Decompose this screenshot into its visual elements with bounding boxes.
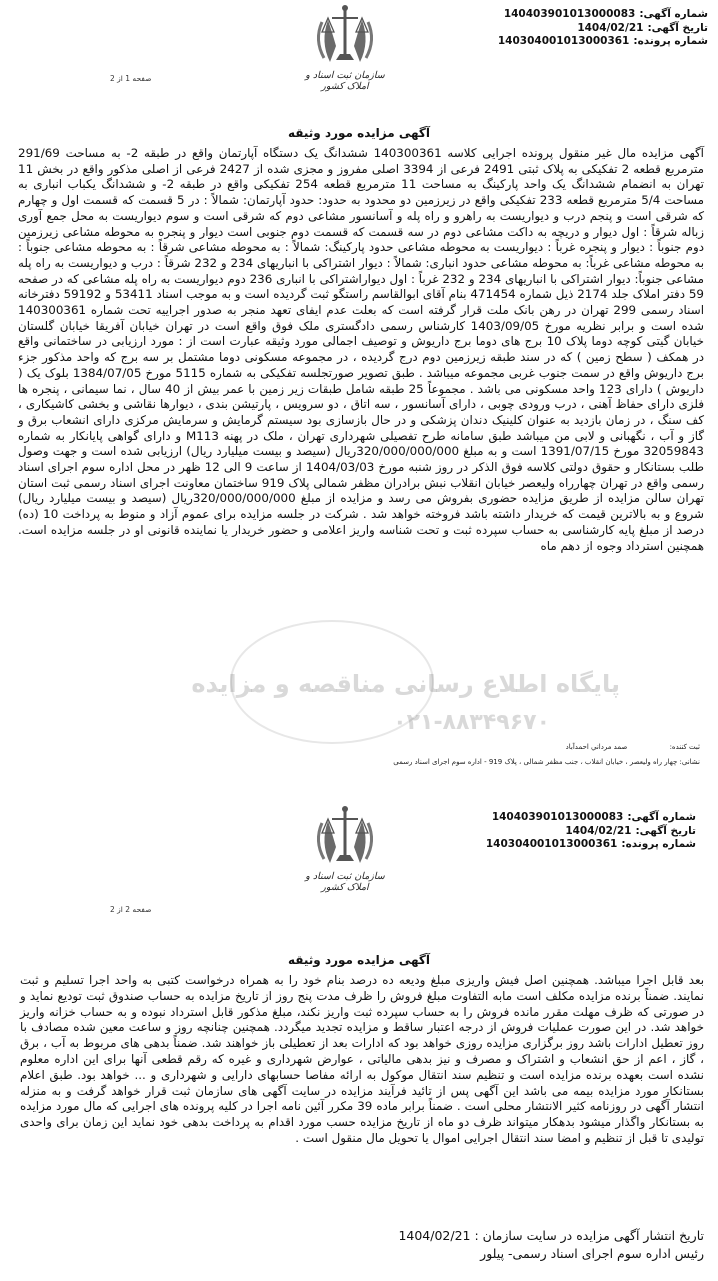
- meta-row-notice-date: [498, 22, 708, 36]
- meta-row-notice-number: [498, 8, 708, 22]
- notice-meta: [498, 8, 708, 49]
- judiciary-emblem: [300, 803, 390, 893]
- notice-date: 1404/02/21: [565, 824, 632, 837]
- organization-name: سازمان ثبت اسناد و املاک کشور: [305, 70, 385, 92]
- meta-label: شماره پرونده:: [621, 838, 696, 850]
- notice-number: 140403901013000083: [503, 8, 636, 20]
- organization-name: سازمان ثبت اسناد و املاک کشور: [305, 871, 385, 893]
- watermark-ring: [230, 620, 434, 744]
- case-number: 140304001013000361: [485, 838, 618, 850]
- meta-row-notice-date: [486, 825, 696, 839]
- registrar: [566, 743, 700, 751]
- notice-title: آگهی مزایده مورد وثیقه: [287, 126, 430, 140]
- meta-label: تاریخ آگهی:: [647, 21, 708, 34]
- footer-signature: رئیس اداره سوم اجرای اسناد رسمی- پیلور: [480, 1246, 704, 1261]
- registrar-label: ثبت کننده:: [669, 743, 700, 751]
- meta-row-case-number: [486, 838, 696, 852]
- notice-meta: [486, 811, 696, 852]
- watermark-phone: ۰۲۱-۸۸۳۴۹۶۷۰: [393, 710, 550, 735]
- notice-title: آگهی مزایده مورد وثیقه: [287, 953, 430, 967]
- publish-info: [398, 1227, 704, 1263]
- meta-label: شماره آگهی:: [639, 8, 708, 20]
- notice-body: بعد قابل اجرا میباشد. همچنین اصل فیش واریزی مبلغ ودیعه ده درصد بنام خود را به همراه درخواست کتبی به واحد اجرا تسلیم و ثبت نمایند. ضمناً برنده مزایده مکلف است مابه التفاوت مبلغ فروش را ظرف مدت پنج روز از تاریخ مزایده به حساب صندوق ثبت تودیع نماید و در صورتی که ظرف مهلت مقرر مانده فروش را به حساب سپرده ثبت واریز نکند، مبلغ مذکور قابل استرداد نبوده و به حساب خزانه واریز خواهد شد. در این صورت عملیات فروش از درجه اعتبار ساقط و مزایده تجدید میگردد. همچنین چنانچه روز و ساعت معین شده مصادف با روز تعطیل ادارات باشد روز برگزاری مزایده روزی خواهد بود که ادارات بعد از تعطیلی باز خواهند شد. ضمناً بدهی های مربوط به آب ، برق ، گاز ، اعم از حق انشعاب و اشتراک و مصرف و نیز بدهی مالیاتی ، عوارض شهرداری و غیره که رقم قطعی آنها برای این اداره معلوم نشده است بعهده برنده مزایده است و تنظیم سند انتقال موکول به ارائه مفاصا حسابهای دارایی و شهرداری و ... خواهد بود. طبق اعلام بستانکار مورد مزایده بیمه می باشد این آگهی پس از تائید فرآیند مزایده در سایت آگهی های سازمان ثبت قرار خواهد گرفت و به منزله انتشار آگهی در روزنامه کثیر الانتشار محلی است . ضمناً برابر ماده 39 مکرر آئین نامه اجرا در کلیه پرونده های اجرایی که مال مورد مزایده به بستانکار واگذار میشود بدهکار میتواند ظرف دو ماه از تاریخ مزایده حسب مورد اقدام به پرداخت بدهی خود نماید این زمان برای واحدی تولیدی تا قبل از تنظیم و امضا سند انتقال اجرایی اموال یا تحویل مال منقول است .: [20, 973, 704, 1145]
- page-number: صفحه 2 از 2: [110, 905, 152, 914]
- case-number: 140304001013000361: [497, 35, 630, 47]
- registrar-name: صمد مرداني احمدآباد: [565, 743, 628, 751]
- scales-of-justice-icon: [300, 2, 390, 72]
- judiciary-emblem: [300, 2, 390, 92]
- meta-label: شماره پرونده:: [633, 35, 708, 47]
- notice-body: آگهی مزایده مال غیر منقول پرونده اجرایی کلاسه 140300361 ششدانگ یک دستگاه آپارتمان واقع در طبقه 2- به مساحت 291/69 مترمربع قطعه 2 تفکیکی به پلاک ثبتی 2491 فرعی از 3394 اصلی مفروز و مجزی شده از 2427 فرعی از اصلی مذکور واقع در بخش 11 تهران به انضمام ششدانگ یک واحد پارکینگ به مساحت 11 مترمربع قطعه 254 تفکیکی واقع در طبقه 2- و ششدانگ یکباب انباری به مساحت 5/4 مترمربع قطعه 233 تفکیکی واقع در زیرزمین دو محدود به حدود: حدود آپارتمان: شمالاً : در 5 قسمت که قسمت اول و چهارم که شرقی است و پنجم درب و دیواریست به راهرو و راه پله و آسانسور مشاعی دوم که شرقی است و سوم دیواریست به محل جمع آوری زباله شرقاً : اول دیوار و دریچه به داکت مشاعی دوم در سه قسمت که قسمت دوم جنوبی است دیوار و پنجره به محوطه مشاعی زیرزمین دوم جنوباً : دیوار و پنجره غرباً : دیواریست به محوطه مشاعی حدود پارکینگ: شمالاً : به محوطه مشاعی شرقاً : به محوطه مشاعی جنوباً : به محوطه مشاعی غرباً: به محوطه مشاعی حدود انباری: شمالاً : دیوار اشتراکی با انباریهای 234 و 232 شرقاً : درب و دیواریست به راه پله مشاعی جنوباً: دیوار اشتراکی با انباریهای 234 و 232 غرباً : اول دیواراشتراکی با انباری 236 دوم دیواریست به راه پله مشاعی که در صفحه 59 دفتر املاک جلد 2174 ذیل شماره 471454 بنام آقای ابوالقاسم راستگو ثبت گردیده است و به موجب اسناد 53411 و 59192 دفترخانه اسناد رسمی 299 تهران در رهن بانک ملت قرار گرفته است که بعلت عدم ایفای تعهد منجر به صدور اجراییه تحت شماره 140300361 شده است و برابر نظریه مورخ 1403/09/05 کارشناس رسمی دادگستری ملک فوق واقع است در تهران خیابان آفریقا خیابان گلستان خیابان گیتی کوچه دوما پلاک 10 برج های دوما برج داریوش و توصیف اجمالی مورد وثیقه عبارت است از : مورد ارزیابی در ساختمانی واقع در همکف ( سطح زمین ) که در سند طبقه زیرزمین دوم درج گردیده ، در مجموعه مسکونی دوما مشتمل بر سه برج که واحد مذکور جزء برج داریوش واقع در سمت جنوب غربی مجموعه میباشد . طبق تصویر صورتجلسه تفکیکی به شماره 5115 مورخ 1384/07/05 بلوک یک ( داریوش ) دارای 123 واحد مسکونی می باشد . مجموعاً 25 طبقه شامل طبقات زیر زمین با عمر بیش از 40 سال ، نما سیمانی ، پنجره ها فلزی دارای حفاظ آهنی ، درب ورودی چوبی ، دارای آسانسور ، سه اتاق ، دو سرویس ، پارتیشن بندی ، دیوارها نقاشی و بخشی کاشیکاری ، کف سنگ ، در زمان بازدید به عنوان کلینیک دندان پزشکی و در حال بازسازی بود سیستم گرمایش و سرمایش مرکزی دارای انشعاب برق و گاز و آب ، نگهبانی و لابی من میباشد طبق سامانه طرح تفصیلی شهرداری تهران ، ملک در پهنه M113 و دارای گواهی پایانکار به شماره 32059843 مورخ 1391/07/15 است و به مبلغ 320/000/000/000ریال (سیصد و بیست میلیارد ریال) ارزیابی شده است و جهت وصول طلب بستانکار و حقوق دولتی کلاسه فوق الذکر در روز شنبه مورخ 1404/03/03 از ساعت 9 الی 12 ظهر در محل اداره سوم اجرای اسناد رسمی واقع در تهران چهارراه ولیعصر خیابان انقلاب نبش برادران مظفر شمالی پلاک 919 ساختمان معاونت اجرای اسناد رسمی ثبت استان تهران سالن مزایده از طریق مزایده حضوری بفروش می رسد و مزایده از مبلغ 320/000/000/000ریال (سیصد و بیست میلیارد ریال) شروع و به بالاترین قیمت که خریدار داشته باشد فروخته خواهد شد . شرکت در جلسه مزایده برای عموم آزاد و منوط به پرداخت 10 (ده) درصد از مبلغ پایه کارشناسی به حساب سپرده ثبت و تحت شناسه واریز اعلامی و حضور خریدار یا نماینده قانونی او در جلسه مزایده است. همچنین استرداد وجوه از دهم ماه: [18, 146, 705, 553]
- office-address: نشانی: چهار راه ولیعصر ، خیابان انقلاب ، جنب مظفر شمالی ، پلاک 919 - اداره سوم اجرای اسناد رسمی: [393, 758, 700, 766]
- meta-row-case-number: [498, 35, 708, 49]
- notice-number: 140403901013000083: [491, 811, 624, 823]
- publish-date-line: [398, 1227, 704, 1245]
- notice-date: 1404/02/21: [577, 21, 644, 34]
- meta-label: شماره آگهی:: [627, 811, 696, 823]
- watermark-text: پایگاه اطلاع رسانی مناقصه و مزایده: [191, 670, 620, 698]
- scales-of-justice-icon: [300, 803, 390, 873]
- notice-page-2: [0, 785, 718, 1281]
- publish-date: 1404/02/21: [398, 1228, 471, 1243]
- publish-label: تاریخ انتشار آگهی مزایده در سایت سازمان :: [474, 1228, 704, 1243]
- meta-label: تاریخ آگهی:: [635, 824, 696, 837]
- meta-row-notice-number: [486, 811, 696, 825]
- page-number: صفحه 1 از 2: [110, 74, 152, 83]
